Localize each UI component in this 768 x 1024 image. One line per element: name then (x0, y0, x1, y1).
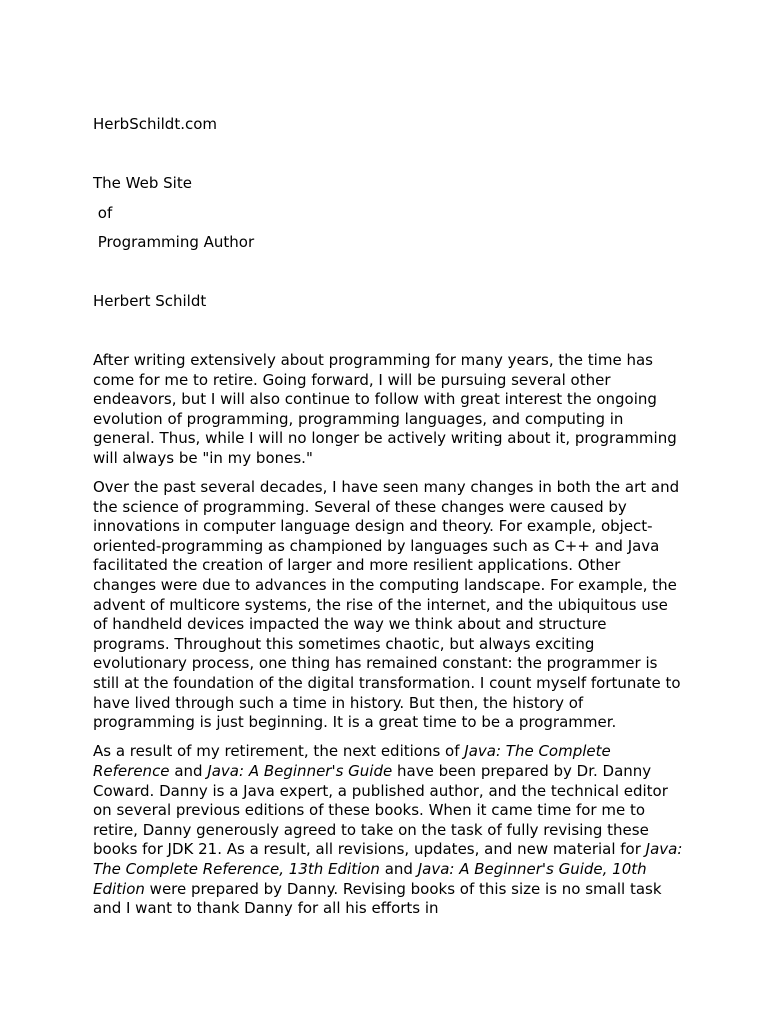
subtitle-line-1: The Web Site (93, 174, 192, 193)
para3-text-2: and (169, 762, 208, 780)
author-name: Herbert Schildt (93, 291, 207, 310)
para3-text-5: were prepared by Danny. Revising books of this size is no small task and I want to thank Danny for all his efforts in (93, 879, 662, 918)
book-title-beginners-guide: Java: A Beginner's Guide (207, 762, 393, 780)
book-title-beginners-guide-10th: Java: A Beginner's Guide, 10th Edition (93, 859, 647, 898)
subtitle-line-3: Programming Author (93, 232, 255, 251)
para3-text-3: have been prepared by Dr. Danny Coward. Danny is a Java expert, a published author, and the technical editor on several previous editions of these books. When it came time for me to retire, Danny generously agreed to take on the task of fully revising these books for JDK 21. As a result, all revisions, updates, and new material for (93, 762, 668, 859)
para3-text-1: As a result of my retirement, the next editions of (93, 742, 465, 761)
paragraph-programming-changes: Over the past several decades, I have seen many changes in both the art and the science of programming. Several of these changes were caused by innovations in computer language design and theory. For example, object-oriented-programming as championed by languages such as C++ and Java facilitated the creation of larger and more resilient applications. Other changes were due to advances in the computing landscape. For example, the advent of multicore systems, the rise of the internet, and the ubiquitous use of handheld devices impacted the way we think about and structure programs. Throughout this sometimes chaotic, but always exciting evolutionary process, one thing has remained constant: the programmer is still at the foundation of the digital transformation. I count myself fortunate to have lived through such a time in history. But then, the history of programming is just beginning. It is a great time to be a programmer. (93, 478, 681, 732)
site-title: HerbSchildt.com (93, 115, 218, 133)
subtitle-line-2: of (93, 203, 113, 222)
document-page (93, 115, 685, 928)
book-title-complete-reference: Java: The Complete Reference (93, 742, 611, 780)
para3-text-4: and (379, 859, 418, 878)
paragraph-retirement: After writing extensively about programming for many years, the time has come for me to retire. Going forward, I will be pursuing several other endeavors, but I will also continue to follow with great interest the ongoing evolution of programming, programming languages, and computing in general. Thus, while I will no longer be actively writing about it, programming will always be "in my bones." (93, 350, 677, 467)
book-title-complete-reference-13th: Java: The Complete Reference, 13th Edition (93, 840, 683, 878)
paragraph-new-editions (93, 742, 685, 918)
